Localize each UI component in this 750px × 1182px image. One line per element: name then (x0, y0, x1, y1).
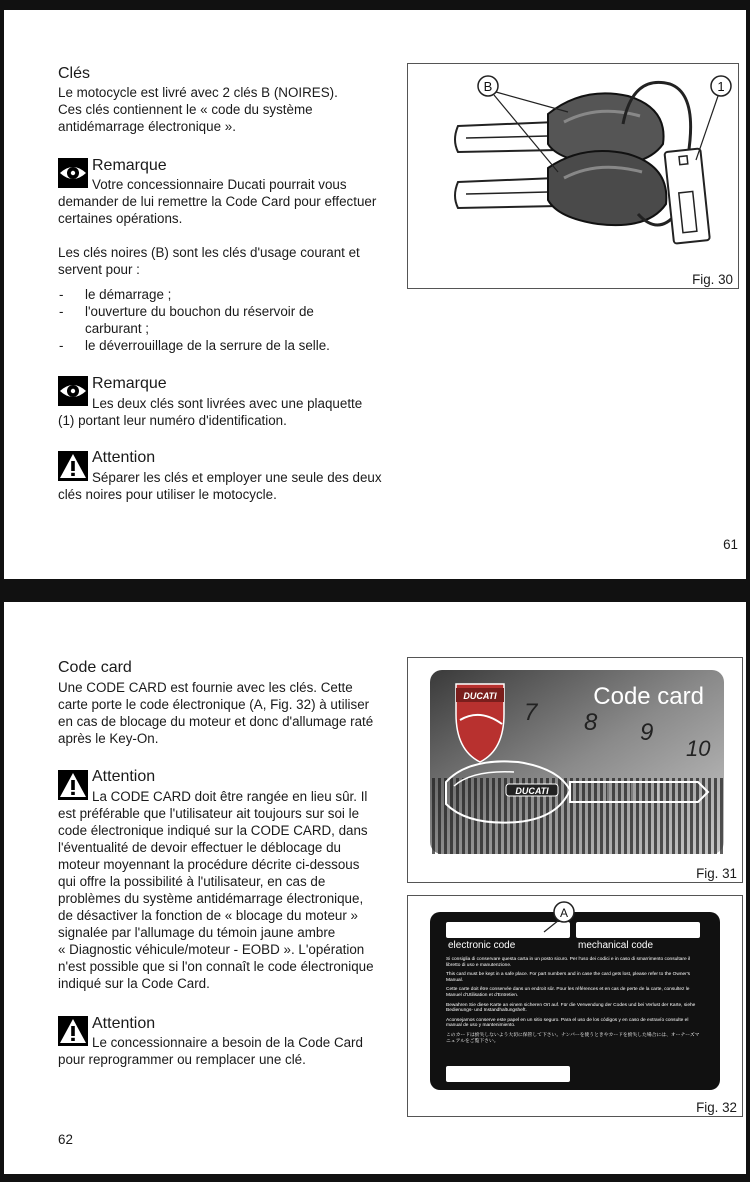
intro-text: en cas de blocage du moteur et donc d'allumage raté (58, 714, 374, 729)
note-title: Remarque (92, 375, 167, 392)
list-item: - le démarrage ; (58, 286, 398, 303)
body-text: servent pour : (58, 262, 140, 277)
eye-icon (58, 158, 88, 188)
warning-text: clés noires pour utiliser le motocycle. (58, 487, 277, 502)
intro-text: antidémarrage électronique ». (58, 119, 236, 134)
note-text: demander de lui remettre la Code Card pour effectuer (58, 194, 377, 209)
warning-text: qui offre la possibilité à l'utilisateur, en cas de (58, 874, 326, 889)
callout-b: B (483, 79, 493, 94)
intro-text: Le motocycle est livré avec 2 clés B (NOIRES). (58, 85, 338, 100)
instruction-en: This card must be kept in a safe place. For part numbers and in case the card gets lost, please refer to the Owner's Manual. (446, 972, 691, 983)
note-text: certaines opérations. (58, 211, 183, 226)
callout-a: A (559, 906, 569, 920)
intro-text: Ces clés contiennent le « code du système (58, 102, 313, 117)
warning-icon (58, 1016, 88, 1046)
instruction-es: Aconsejamos conserve este papel en un sitio seguro. Para el uso de los códigos y en caso de extravío consulte el manual de uso y mantenimiento. (446, 1017, 689, 1029)
warning-text: l'éventualité de devoir effectuer le déblocage du (58, 840, 341, 855)
callout-1: 1 (717, 79, 725, 94)
ducati-logo-text: DUCATI (463, 691, 497, 701)
warning-text: est préférable que l'utilisateur ait toujours sur soi le (58, 806, 360, 821)
card-instructions (446, 957, 704, 1044)
keys-illustration (408, 64, 738, 288)
warning-title: Attention (92, 449, 156, 466)
list-item: - le déverrouillage de la serrure de la selle. (58, 337, 398, 354)
dial-digit: 10 (686, 736, 711, 761)
intro-text: Une CODE CARD est fournie avec les clés. Cette (58, 680, 353, 695)
list-item: - l'ouverture du bouchon du réservoir de carburant ; (58, 303, 398, 337)
note-title: Remarque (92, 157, 167, 174)
warning-text: problèmes du système antidémarrage électronique, (58, 891, 364, 906)
figure-32-code-card-back (407, 895, 743, 1117)
figure-label: Fig. 31 (696, 866, 737, 881)
key-logo-text: DUCATI (515, 786, 549, 796)
warning-text: « Diagnostic véhicule/moteur - EOBD ». L'opération (58, 942, 365, 957)
dial-digit: 7 (524, 699, 538, 726)
warning-text: La CODE CARD doit être rangée en lieu sûr. Il (92, 789, 368, 804)
warning-title: Attention (92, 768, 156, 785)
mechanical-code-label: mechanical code (578, 940, 654, 951)
body-text: Les clés noires (B) sont les clés d'usage courant et (58, 245, 360, 260)
note-text: Les deux clés sont livrées avec une plaquette (92, 396, 363, 411)
note-text: (1) portant leur numéro d'identification. (58, 413, 287, 428)
card-title: Code card (593, 683, 704, 710)
usage-list (58, 286, 398, 354)
warning-text: code électronique indiqué sur la CODE CARD, dans (58, 823, 368, 838)
intro-text: carte porte le code électronique (A, Fig. 32) à utiliser (58, 697, 370, 712)
manual-page-62 (4, 602, 746, 1174)
section-title-cles: Clés (58, 65, 91, 82)
instruction-it: Si consiglia di conservare questa carta in un posto sicuro. Per l'uso dei codici e in caso di smarrimento consultare il libretto di uso e manutenzione. (446, 957, 691, 968)
warning-text: moteur moyennant la procédure décrite ci-dessous (58, 857, 360, 872)
page-number: 61 (723, 537, 738, 552)
warning-icon (58, 451, 88, 481)
electronic-code-label: electronic code (448, 940, 516, 951)
warning-text: pour reprogrammer ou remplacer une clé. (58, 1052, 306, 1067)
warning-text: de désactiver la fonction de « blocage du moteur » (58, 908, 358, 923)
warning-text: n'est possible que si l'on connaît le code électronique (58, 959, 374, 974)
warning-title: Attention (92, 1015, 156, 1032)
instruction-ja: このカードは紛失しないよう大切に保管して下さい。ナンバーを使うときやカードを紛失した場合には、オーナーズマニュアルをご覧下さい。 (446, 1032, 700, 1044)
figure-label: Fig. 32 (696, 1100, 737, 1115)
warning-text: indiqué sur la Code Card. (58, 976, 210, 991)
manual-page-61 (4, 10, 746, 579)
warning-icon (58, 770, 88, 800)
warning-text: Séparer les clés et employer une seule des deux (92, 470, 382, 485)
section-title-code-card: Code card (58, 659, 132, 676)
dial-digit: 8 (584, 709, 598, 736)
warning-text: signalée par l'allumage du témoin jaune ambre (58, 925, 336, 940)
note-text: Votre concessionnaire Ducati pourrait vous (92, 177, 347, 192)
warning-text: Le concessionnaire a besoin de la Code Card (92, 1035, 363, 1050)
page-number: 62 (58, 1132, 73, 1147)
eye-icon (58, 376, 88, 406)
intro-text: après le Key-On. (58, 731, 159, 746)
instruction-de: Bewahren Sie diese Karte an einem sicheren Ort auf. Für die Verwendung der Codes und bei Verlust der Karte, siehe Bedienungs- und Instandhaltungsheft. (446, 1002, 696, 1014)
dial-digit: 9 (640, 719, 654, 746)
code-card-front-illustration (408, 658, 742, 882)
instruction-fr: Cette carte doit être conservée dans un endroit sûr. Pour les références et en cas de perte de la carte, consultez le Manuel d'Utilisation et d'Entretien. (446, 987, 690, 998)
figure-31-code-card-front (407, 657, 743, 883)
figure-label: Fig. 30 (692, 272, 733, 287)
figure-30-keys (407, 63, 739, 289)
